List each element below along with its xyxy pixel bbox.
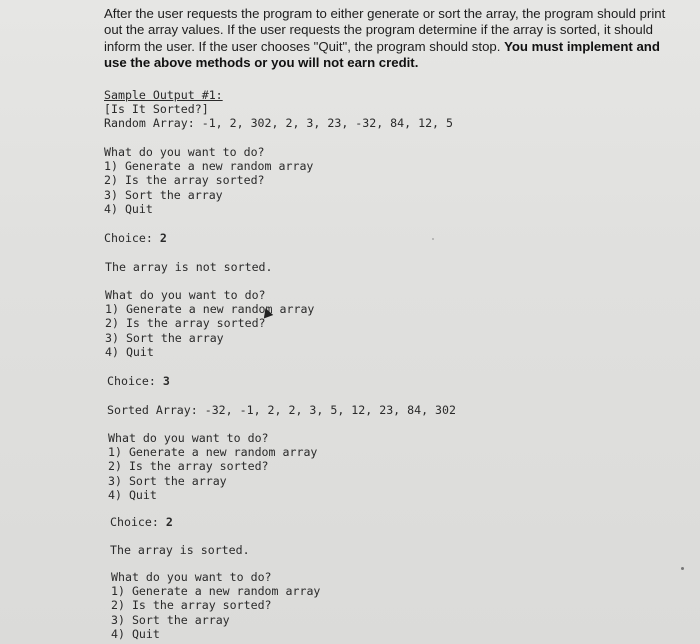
menu-option-2: 2) Is the array sorted?	[104, 173, 265, 188]
paper-speck	[432, 238, 434, 240]
menu-block	[108, 431, 317, 502]
menu-option-3: 3) Sort the array	[105, 330, 224, 345]
menu-option-2: 2) Is the array sorted?	[108, 459, 269, 474]
menu-option-4: 4) Quit	[105, 344, 154, 359]
menu-option-1: 1) Generate a new random array	[111, 584, 321, 599]
menu-prompt: What do you want to do?	[108, 431, 269, 445]
menu-block	[111, 570, 320, 641]
menu-option-4: 4) Quit	[108, 487, 157, 502]
menu-prompt: What do you want to do?	[105, 288, 266, 302]
result-line: The array is sorted.	[110, 543, 250, 557]
menu-option-3: 3) Sort the array	[108, 473, 227, 488]
menu-option-3: 3) Sort the array	[104, 187, 223, 202]
random-array-line: Random Array: -1, 2, 302, 2, 3, 23, -32, 84, 12, 5	[104, 116, 454, 130]
instructions-text: After the user requests the program to either generate or sort the array, the program should print out the array values. If the user requests the program determine if the array is sorted, it should inform the user. If the user chooses "Quit", the program should stop.	[104, 6, 666, 54]
sample-heading: Sample Output #1:	[104, 88, 223, 102]
instructions-paragraph	[104, 6, 674, 72]
menu-option-1: 1) Generate a new random array	[105, 302, 315, 317]
menu-block	[104, 145, 313, 216]
menu-option-2: 2) Is the array sorted?	[105, 316, 266, 331]
menu-option-3: 3) Sort the array	[111, 612, 230, 627]
menu-option-1: 1) Generate a new random array	[104, 159, 314, 174]
choice-line: Choice: 2	[104, 231, 167, 245]
menu-option-4: 4) Quit	[111, 626, 160, 641]
paper-speck	[681, 567, 684, 570]
menu-prompt: What do you want to do?	[111, 570, 272, 584]
result-line: Sorted Array: -32, -1, 2, 2, 3, 5, 12, 23, 84, 302	[107, 403, 457, 417]
sample-tag: [Is It Sorted?]	[104, 102, 209, 116]
choice-line: Choice: 3	[107, 374, 170, 388]
menu-option-1: 1) Generate a new random array	[108, 445, 318, 460]
choice-line: Choice: 2	[110, 515, 173, 529]
menu-option-4: 4) Quit	[104, 201, 153, 216]
menu-option-2: 2) Is the array sorted?	[111, 598, 272, 613]
result-line: The array is not sorted.	[105, 260, 273, 274]
menu-prompt: What do you want to do?	[104, 145, 265, 159]
menu-block	[105, 288, 314, 359]
instructions-bold-warning: You must implement and use the above methods or you will not earn credit.	[104, 38, 660, 71]
